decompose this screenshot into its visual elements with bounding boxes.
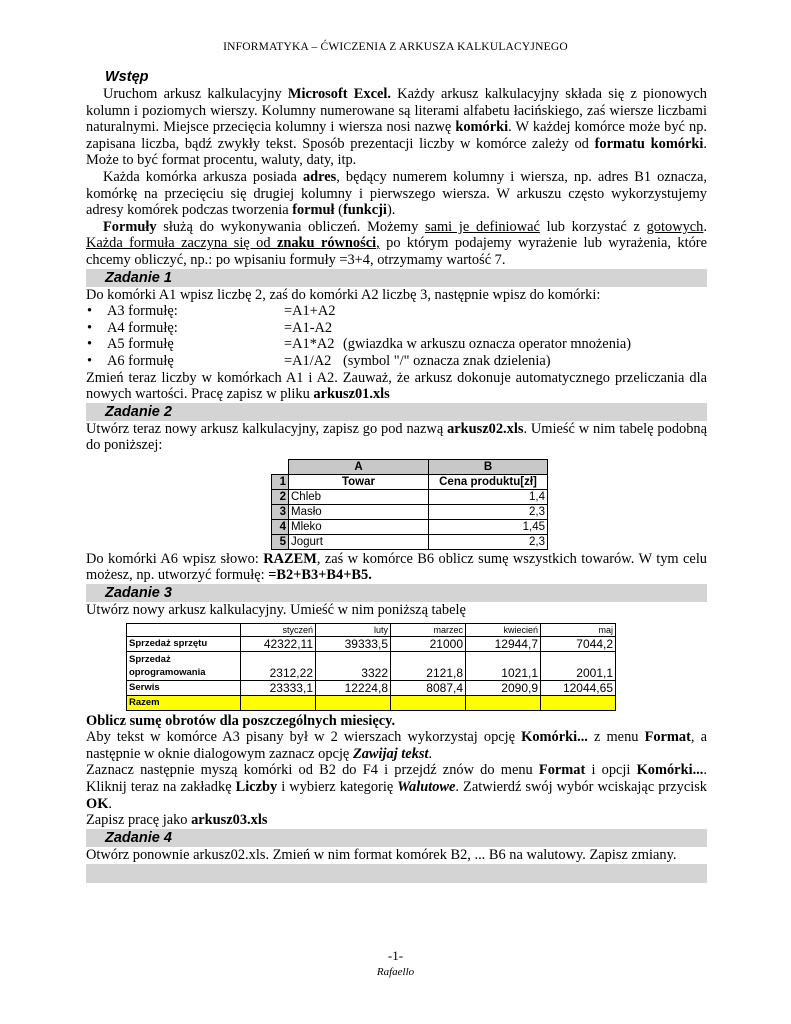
zadanie-3-step-3: Zapisz pracę jako arkusz03.xls: [86, 812, 268, 829]
zadanie-2-intro: Utwórz teraz nowy arkusz kalkulacyjny, zapisz go pod nazwą arkusz02.xls. Umieść w nim tabelę podobną do poniższej:: [86, 420, 707, 454]
list-item: • A4 formułę: =A1-A2: [87, 319, 333, 336]
zadanie-1-outro: Zmień teraz liczby w komórkach A1 i A2. Zauważ, że arkusz dokonuje automatycznego przeliczania dla nowych wartości. Pracę zapisz w pliku arkusz01.xls: [86, 369, 707, 403]
paragraph-intro-2: Każda komórka arkusza posiada adres, będący numerem kolumny i wiersza, np. adres B1 oznacza, komórkę na przecięciu się drugiej kolumny i pierwszego wiersza. W arkuszu często wykorzystujemy adresy komórek podczas tworzenia formuł (funkcji).: [86, 168, 707, 219]
paragraph-intro-3: Formuły służą do wykonywania obliczeń. Możemy sami je definiować lub korzystać z gotowych. Każda formuła zaczyna się od znaku równości, po którym podajemy wyrażenie lub wyrażenia, które chcemy obliczyć, np.: po wpisaniu formuły =3+4, otrzymamy wartość 7.: [86, 218, 707, 268]
table-row-razem: Razem: [127, 695, 616, 710]
table-row: 3 Masło 2,3: [272, 504, 548, 519]
list-item: • A6 formułę =A1/A2 (symbol "/" oznacza znak dzielenia): [87, 352, 551, 369]
empty-section-bar: [86, 864, 707, 883]
product-table: [271, 459, 548, 550]
zadanie-3-step-1: Aby tekst w komórce A3 pisany był w 2 wierszach wykorzystaj opcję Komórki... z menu Format, a następnie w oknie dialogowym zaznacz opcję Zawijaj tekst.: [86, 729, 707, 762]
section-title-zadanie-1: Zadanie 1: [86, 269, 707, 287]
table-row: 5 Jogurt 2,3: [272, 534, 548, 549]
zadanie-3-task: Oblicz sumę obrotów dla poszczególnych miesięcy.: [86, 712, 396, 729]
paragraph-intro-1: Uruchom arkusz kalkulacyjny Microsoft Excel. Każdy arkusz kalkulacyjny składa się z pionowych kolumn i poziomych wierszy. Kolumny numerowane są literami alfabetu łacińskiego, zaś wiersze liczbami naturalnymi. Miejsce przecięcia kolumny i wiersza nosi nazwę komórki. W każdej komórce może być np. zapisana liczba, bądź zwykły tekst. Sposób prezentacji liczby w komórce zależy od formatu komórki. Może to być format procentu, waluty, daty, itp.: [86, 86, 708, 169]
list-item: • A5 formułę =A1*A2 (gwiazdka w arkuszu oznacza operator mnożenia): [87, 336, 632, 353]
column-header-a: A: [289, 459, 429, 474]
section-title-zadanie-2: Zadanie 2: [86, 403, 707, 421]
table-row: Sprzedaż oprogramowania 2312,22 3322 2121,8 1021,1 2001,1: [127, 651, 616, 680]
table-row: Serwis 23333,1 12224,8 8087,4 2090,9 12044,65: [127, 680, 616, 695]
zadanie-1-intro: Do komórki A1 wpisz liczbę 2, zaś do komórki A2 liczbę 3, następnie wpisz do komórki:: [86, 286, 601, 303]
page-number: -1-: [387, 948, 404, 963]
document-content: [86, 68, 707, 883]
zadanie-1-list: [86, 303, 707, 369]
product-table-wrapper: [271, 459, 707, 550]
sales-table: [126, 623, 616, 711]
section-title-zadanie-3: Zadanie 3: [86, 584, 707, 602]
zadanie-3-step-2: Zaznacz następnie myszą komórki od B2 do F4 i przejdź znów do menu Format i opcji Komórki.... Kliknij teraz na zakładkę Liczby i wybierz kategorię Walutowe. Zatwierdź swój wybór wciskając przycisk OK.: [86, 762, 708, 812]
table-row: 1 Towar Cena produktu[zł]: [272, 474, 548, 489]
page-header: INFORMATYKA – ĆWICZENIA Z ARKUSZA KALKULACYJNEGO: [223, 41, 568, 53]
zadanie-2-outro: Do komórki A6 wpisz słowo: RAZEM, zaś w komórce B6 oblicz sumę wszystkich towarów. W tym celu możesz, np. utworzyć formułę: =B2+B3+B4+B5.: [86, 550, 708, 584]
page-author: Rafaello: [376, 966, 415, 978]
zadanie-4-text: Otwórz ponownie arkusz02.xls. Zmień w nim format komórek B2, ... B6 na walutowy. Zapisz zmiany.: [86, 846, 677, 863]
table-header-row: styczeń luty marzec kwiecień maj: [127, 623, 616, 636]
table-row: 2 Chleb 1,4: [272, 489, 548, 504]
table-corner: [272, 459, 289, 474]
section-title-wstep: Wstęp: [105, 69, 149, 85]
column-header-b: B: [429, 459, 548, 474]
list-item: • A3 formułę: =A1+A2: [87, 303, 336, 320]
sales-table-wrapper: [126, 623, 707, 711]
zadanie-3-intro: Utwórz nowy arkusz kalkulacyjny. Umieść w nim poniższą tabelę: [86, 602, 466, 619]
table-row: 4 Mleko 1,45: [272, 519, 548, 534]
section-title-zadanie-4: Zadanie 4: [86, 829, 707, 847]
table-row: Sprzedaż sprzętu 42322,11 39333,5 21000 12944,7 7044,2: [127, 636, 616, 651]
